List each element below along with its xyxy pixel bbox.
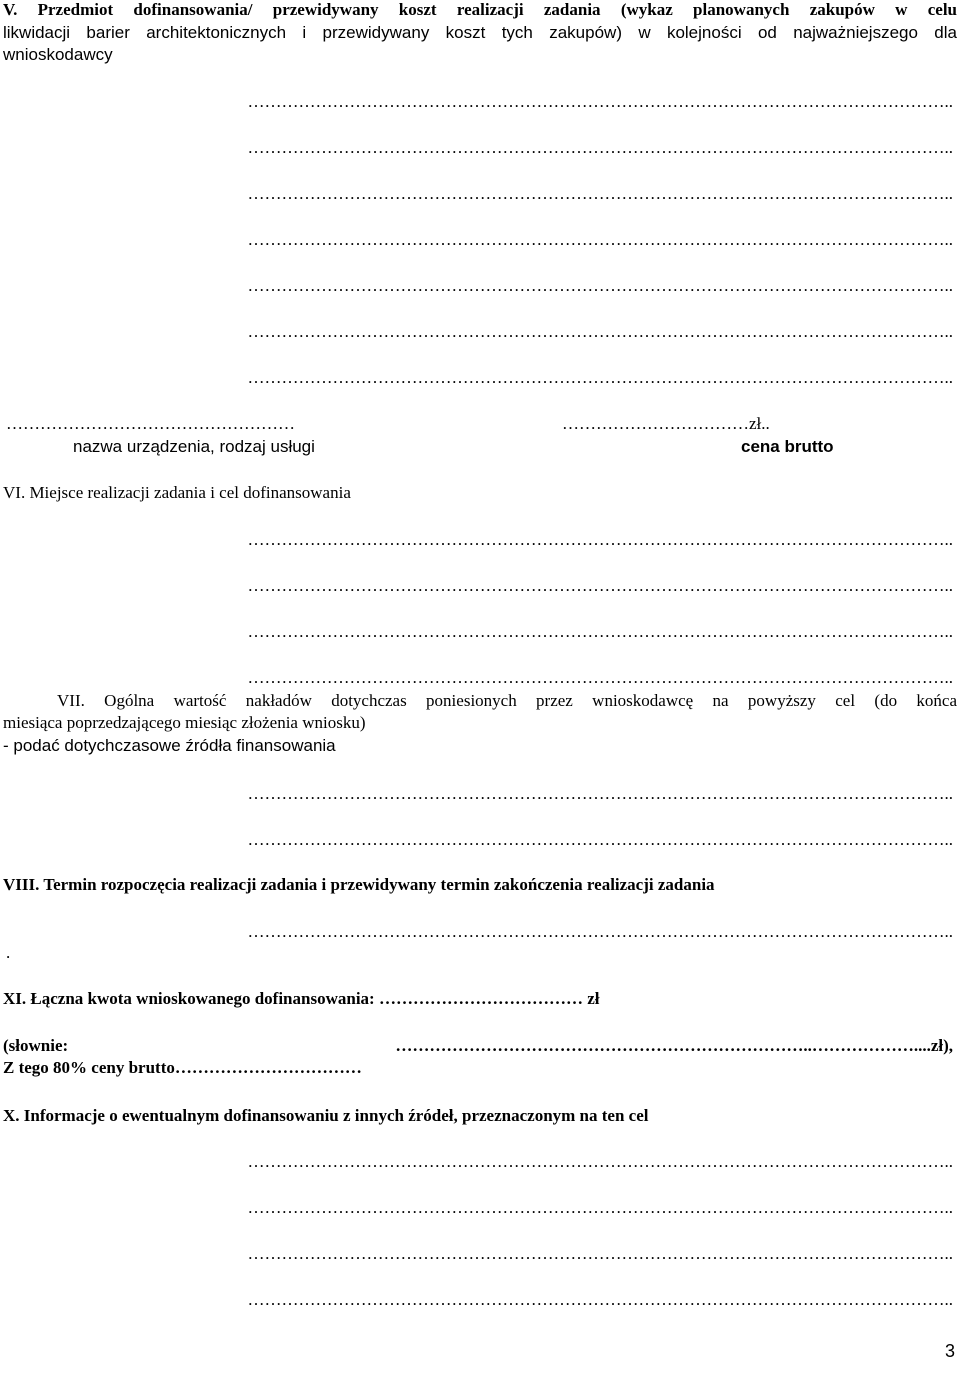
section-vi-dot-line[interactable]: …………………………………………………………………………………………………………….. — [247, 668, 953, 687]
section-v-dot-line[interactable]: …………………………………………………………………………………………………………….. — [247, 322, 953, 341]
section-x-dot-line[interactable]: …………………………………………………………………………………………………………….. — [247, 1244, 953, 1263]
amount-in-words-field[interactable]: (słownie: ………………………………………………………………..………………....zł), — [3, 1036, 953, 1055]
section-vii-dot-line[interactable]: …………………………………………………………………………………………………………….. — [247, 830, 953, 849]
item-name-label: nazwa urządzenia, rodzaj usługi — [73, 437, 315, 456]
section-v-heading-line-3: wnioskodawcy — [3, 45, 113, 64]
section-viii-heading: VIII. Termin rozpoczęcia realizacji zadania i przewidywany termin zakończenia realizacji zadania — [3, 875, 715, 894]
section-v-dot-line[interactable]: …………………………………………………………………………………………………………….. — [247, 92, 953, 111]
section-vii-heading-line-1: VII. Ogólna wartość nakładów dotychczas poniesionych przez wnioskodawcę na powyższy cel (do końca — [57, 691, 957, 710]
section-v-heading-line-2: likwidacji barier architektonicznych i przewidywany koszt tych zakupów) w kolejności od najważniejszego dla — [3, 23, 957, 42]
eighty-percent-field[interactable]: Z tego 80% ceny brutto…………………………… — [3, 1058, 362, 1077]
section-v-dot-line[interactable]: …………………………………………………………………………………………………………….. — [247, 230, 953, 249]
item-price-field[interactable]: ……………………………zł.. — [562, 414, 770, 433]
section-x-dot-line[interactable]: …………………………………………………………………………………………………………….. — [247, 1198, 953, 1217]
section-x-heading: X. Informacje o ewentualnym dofinansowaniu z innych źródeł, przeznaczonym na ten cel — [3, 1106, 649, 1125]
section-viii-trailing-dot: . — [6, 943, 11, 962]
section-vi-dot-line[interactable]: …………………………………………………………………………………………………………….. — [247, 530, 953, 549]
section-vii-heading-line-3: - podać dotychczasowe źródła finansowania — [3, 736, 336, 755]
section-x-dot-line[interactable]: …………………………………………………………………………………………………………….. — [247, 1152, 953, 1171]
item-name-field[interactable]: …………………………………………… — [6, 414, 295, 433]
section-v-dot-line[interactable]: …………………………………………………………………………………………………………….. — [247, 276, 953, 295]
section-x-dot-line[interactable]: …………………………………………………………………………………………………………….. — [247, 1290, 953, 1309]
section-viii-dot-line[interactable]: …………………………………………………………………………………………………………….. — [247, 922, 953, 941]
section-vii-dot-line[interactable]: …………………………………………………………………………………………………………….. — [247, 784, 953, 803]
section-vi-dot-line[interactable]: …………………………………………………………………………………………………………….. — [247, 622, 953, 641]
section-xi-heading[interactable]: XI. Łączna kwota wnioskowanego dofinansowania: ……………………………… zł — [3, 989, 600, 1008]
section-v-dot-line[interactable]: …………………………………………………………………………………………………………….. — [247, 138, 953, 157]
item-price-label: cena brutto — [741, 437, 834, 456]
page-number: 3 — [945, 1341, 956, 1361]
section-v-dot-line[interactable]: …………………………………………………………………………………………………………….. — [247, 184, 953, 203]
section-vi-heading: VI. Miejsce realizacji zadania i cel dofinansowania — [3, 483, 351, 502]
section-vii-heading-line-2: miesiąca poprzedzającego miesiąc złożenia wniosku) — [3, 713, 366, 732]
section-v-heading-line-1: V. Przedmiot dofinansowania/ przewidywany koszt realizacji zadania (wykaz planowanych zakupów w celu — [3, 0, 957, 19]
section-v-dot-line[interactable]: …………………………………………………………………………………………………………….. — [247, 368, 953, 387]
section-vi-dot-line[interactable]: …………………………………………………………………………………………………………….. — [247, 576, 953, 595]
